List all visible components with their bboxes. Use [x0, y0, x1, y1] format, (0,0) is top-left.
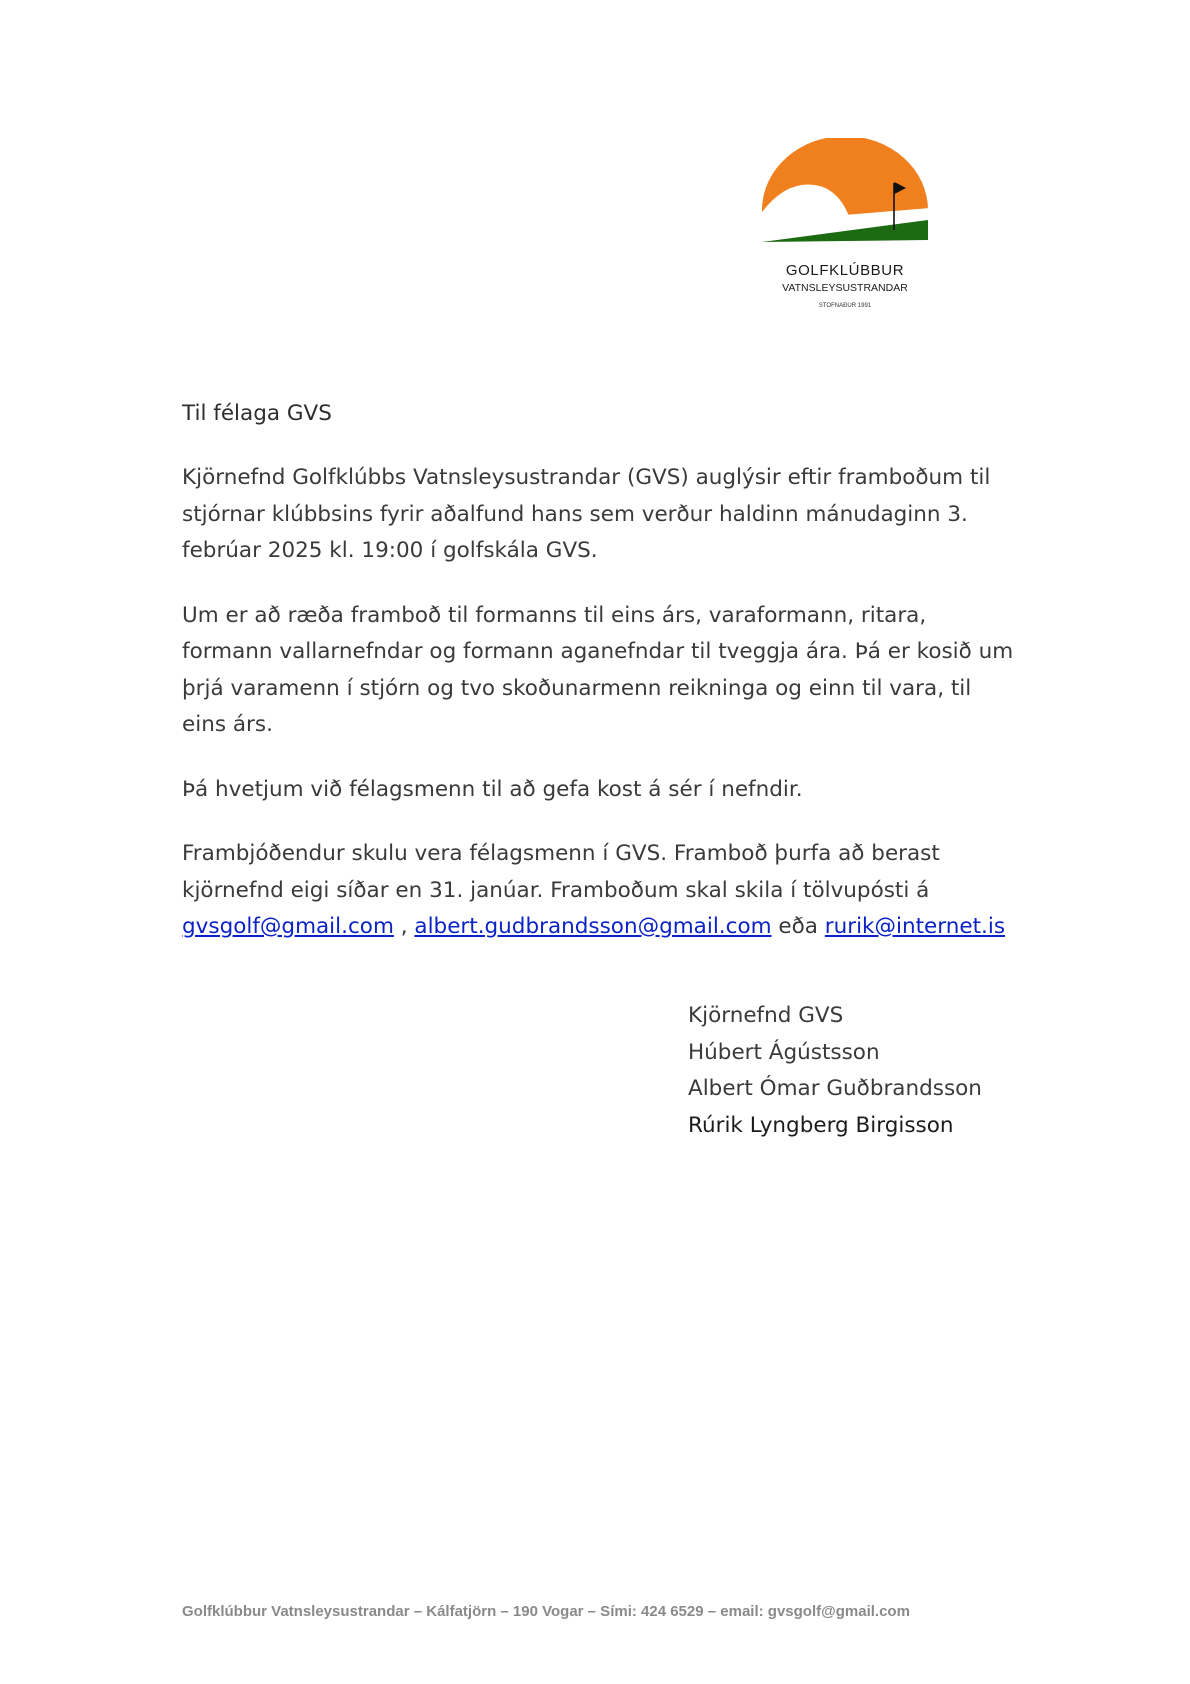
letter-body	[182, 396, 1018, 974]
email-link-albert[interactable]: albert.gudbrandsson@gmail.com	[414, 914, 772, 939]
email-separator: ,	[393, 914, 415, 939]
signature-member: Rúrik Lyngberg Birgisson	[688, 1112, 954, 1138]
logo-title: GOLFKLÚBBUR	[785, 262, 905, 279]
greeting: Til félaga GVS	[182, 401, 332, 426]
logo-subtitle: VATNSLEYSUSTRANDAR	[782, 282, 908, 294]
paragraph-committees: Þá hvetjum við félagsmenn til að gefa kost á sér í nefndir.	[182, 776, 803, 802]
email-conjunction: eða	[771, 914, 825, 939]
paragraph-submission	[182, 836, 1018, 946]
paragraph-announcement: Kjörnefnd Golfklúbbs Vatnsleysustrandar (GVS) auglýsir eftir framboðum til stjórnar klúbbsins fyrir aðalfund hans sem verður haldinn mánudaginn 3. febrúar 2025 kl. 19:00 í golfskála GVS.	[182, 465, 991, 563]
email-link-gvsgolf[interactable]: gvsgolf@gmail.com	[182, 914, 394, 939]
paragraph-positions: Um er að ræða framboð til formanns til eins árs, varaformann, ritara, formann vallarnefndar og formann aganefndar til tveggja ára. Þá er kosið um þrjá varamenn í stjórn og tvo skoðunarmenn reikninga og einn til vara, til eins árs.	[182, 602, 1014, 737]
logo-established: STOFNAÐUR 1991	[818, 303, 872, 309]
signature-block	[688, 998, 982, 1144]
club-logo	[742, 128, 948, 318]
email-link-rurik[interactable]: rurik@internet.is	[824, 914, 1006, 939]
submission-text: Frambjóðendur skulu vera félagsmenn í GVS. Framboð þurfa að berast kjörnefnd eigi síðar en 31. janúar. Framboðum skal skila í tölvupósti á	[182, 841, 940, 903]
signature-member: Húbert Ágústsson	[688, 1039, 880, 1065]
signature-committee: Kjörnefnd GVS	[688, 1003, 844, 1028]
signature-member: Albert Ómar Guðbrandsson	[688, 1076, 982, 1101]
golf-sun-logo-icon	[760, 138, 930, 253]
page-footer: Golfklúbbur Vatnsleysustrandar – Kálfatjörn – 190 Vogar – Sími: 424 6529 – email: gvsgolf@gmail.com	[182, 1603, 910, 1620]
